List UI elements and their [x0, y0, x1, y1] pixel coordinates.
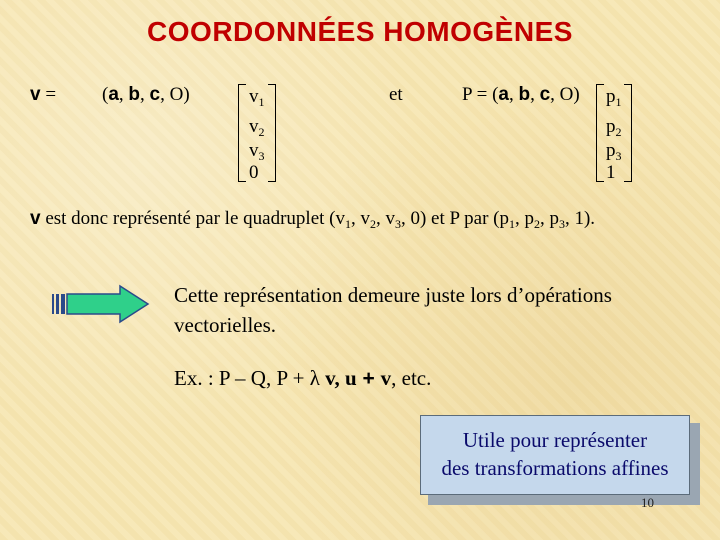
- vector-operations-note: Cette représentation demeure juste lors d’opérations vectorielles.: [174, 283, 612, 337]
- frame-c: c: [149, 84, 161, 105]
- frame-tuple: (a, b, c, O): [102, 84, 190, 105]
- callout-box: [420, 415, 690, 495]
- left-bracket: [596, 84, 604, 182]
- p-component-3: $p_3$: [606, 140, 622, 163]
- et-label: et: [389, 84, 403, 105]
- right-bracket: [624, 84, 632, 182]
- p-equals-frame: P = (a, b, c, O): [462, 84, 580, 105]
- v-equals: [30, 84, 56, 106]
- equals-sign: =: [40, 84, 57, 105]
- callout-line-2: des transformations affines: [441, 456, 669, 480]
- v-vector-symbol: v: [30, 84, 41, 105]
- page-number: 10: [641, 495, 654, 510]
- affine-transformations-callout: [420, 415, 710, 510]
- v-component-3: $v_3$: [249, 140, 265, 163]
- frame-b: b: [128, 84, 141, 105]
- frame-origin: O): [169, 84, 190, 105]
- v-column-vector: [238, 84, 278, 184]
- right-bracket: [268, 84, 276, 182]
- p-component-2: $p_2$: [606, 116, 622, 139]
- left-bracket: [238, 84, 246, 182]
- quadruplet-sentence: v est donc représenté par le quadruplet ($v_1$, $v_2$, $v_3$, 0) et P par ($p_1$, $p_2$, $p_3$, 1).: [30, 208, 596, 231]
- right-arrow-icon: [52, 284, 152, 326]
- callout-line-1: Utile pour représenter: [462, 428, 648, 452]
- slide-title: COORDONNÉES HOMOGÈNES: [147, 16, 573, 47]
- v-component-4: 0: [249, 162, 259, 183]
- p-component-1: $p_1$: [606, 86, 622, 109]
- example-line: Ex. : P – Q, P + λ v, u + v, etc.: [174, 366, 432, 390]
- v-component-2: $v_2$: [249, 116, 265, 139]
- frame-a: a: [108, 84, 119, 105]
- p-column-vector: [596, 84, 636, 184]
- v-component-1: $v_1$: [249, 86, 265, 109]
- lambda-symbol: λ: [309, 366, 320, 390]
- p-component-4: 1: [606, 162, 616, 183]
